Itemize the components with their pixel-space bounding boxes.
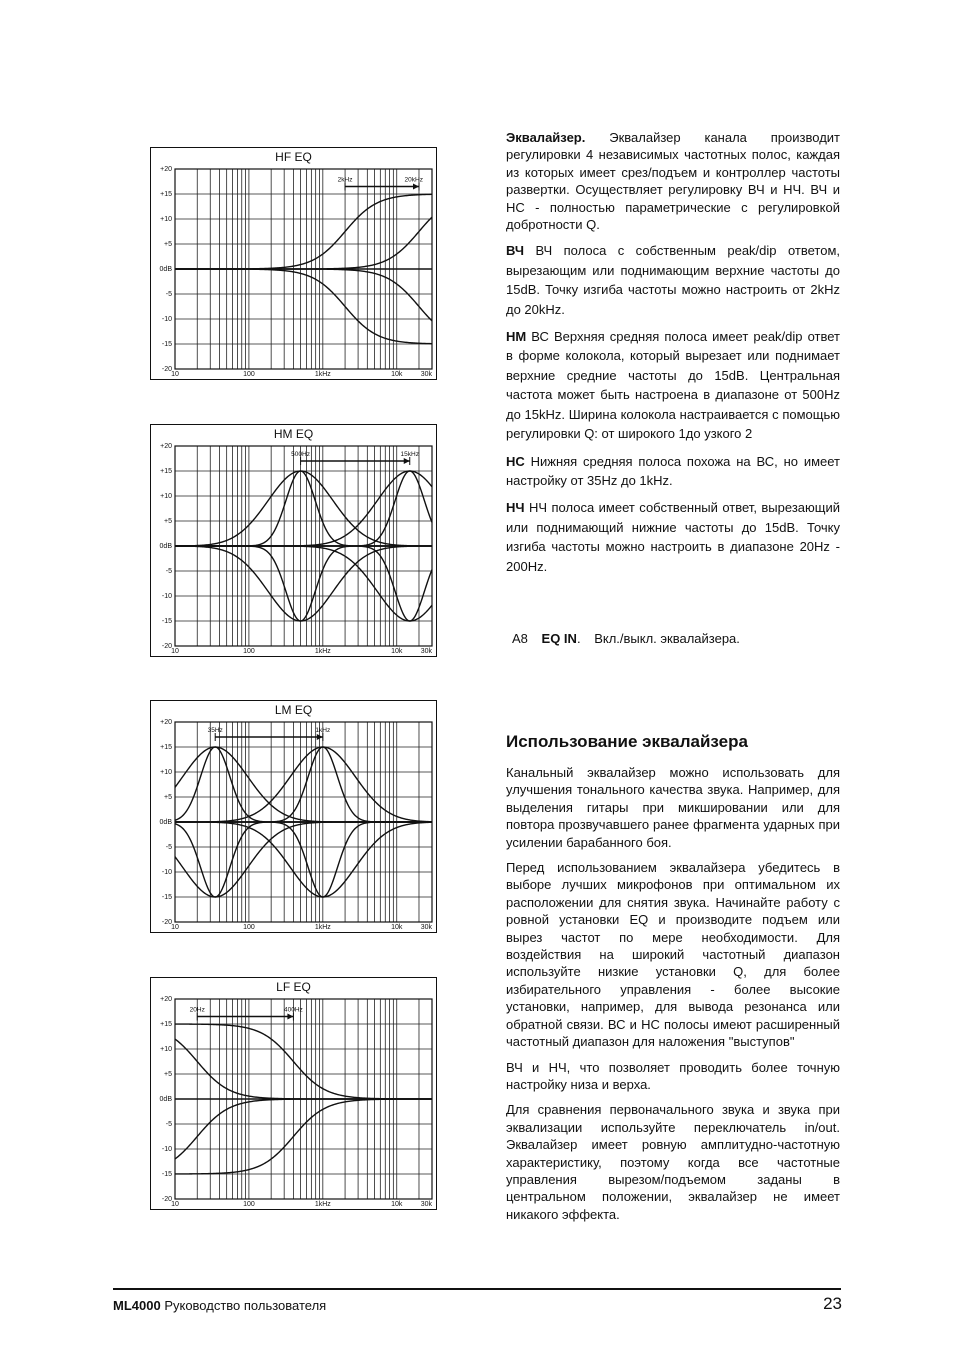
frequency-annotation: 35Hz — [207, 727, 223, 734]
x-tick-label: 100 — [243, 648, 255, 655]
x-tick-label: 10k — [391, 924, 403, 931]
section-paragraph: Перед использованием эквалайзера убедитесь в выборе лучших микрофонов при оптимальном их расположении для снятия звука. Начинайте работу с ровной установки EQ и производите подъем или вырез частот по мере необходимости. Для воздействия на широкий частотный диапазон используйте низкие установки Q, для более избирательного управления - более высокие установки, например, для вывода резонанса или обратной связи. ВС и НС полосы имеют расширенный частотный диапазон для наложения "выступов" — [506, 860, 840, 1050]
y-tick-label: +20 — [160, 443, 172, 450]
y-tick-label: +15 — [160, 1021, 172, 1028]
y-tick-label: +15 — [160, 191, 172, 198]
footer-title — [113, 1298, 326, 1313]
eq-in-code: A8 — [512, 631, 528, 646]
chart-title: HF EQ — [275, 150, 312, 164]
y-tick-label: -20 — [161, 919, 172, 926]
y-tick-label: -5 — [165, 844, 172, 851]
y-tick-label: -10 — [161, 1146, 172, 1153]
x-tick-label: 10k — [391, 1201, 403, 1208]
x-tick-label: 1kHz — [314, 648, 331, 655]
frequency-annotation: 1kHz — [315, 727, 331, 734]
footer-rule — [113, 1288, 841, 1290]
x-tick-label: 10 — [171, 648, 179, 655]
chart-title: LF EQ — [276, 980, 311, 994]
lf-eq-plot — [151, 978, 438, 1211]
y-tick-label: -10 — [161, 316, 172, 323]
x-tick-label: 30k — [420, 1201, 432, 1208]
y-tick-label: +5 — [164, 518, 172, 525]
x-tick-label: 10k — [391, 648, 403, 655]
hf-eq-plot — [151, 148, 438, 381]
eq-in-desc: Вкл./выкл. эквалайзера. — [594, 631, 740, 646]
lm-eq-chart — [150, 700, 437, 933]
band-text: ВС Верхняя средняя полоса имеет peak/dip ответ в форме колокола, который вырезает или поднимает верхние средние частоты до 15dB. Центральная частота может быть настроена в диапазоне от 500Hz до 15kHz. Ширина колокола настраивается с помощью регулировки Q: от широкого 1до узкого 2 — [506, 329, 840, 442]
y-tick-label: -20 — [161, 366, 172, 373]
x-tick-label: 100 — [243, 924, 255, 931]
section-paragraph: Для сравнения первоначального звука и звука при эквализации используйте переключатель in/out. Эквалайзер имеет ровную амплитудно-частотную характеристику, поэтому когда все частотные управления вырезом/подъемом заданы в центральном положении, эквалайзер не имеет никакого эффекта. — [506, 1102, 840, 1222]
band-lm — [506, 452, 840, 491]
section-paragraph: ВЧ и НЧ, что позволяет проводить более точную настройку низа и верха. — [506, 1059, 840, 1092]
y-tick-label: +10 — [160, 216, 172, 223]
y-tick-label: 0dB — [159, 543, 172, 550]
y-tick-label: +15 — [160, 468, 172, 475]
eq-in-sep: . — [576, 631, 581, 646]
y-tick-label: +20 — [160, 166, 172, 173]
range-arrow-head — [413, 184, 419, 190]
band-text: Нижняя средняя полоса похожа на ВС, но имеет настройку от 35Hz до 1kHz. — [506, 453, 840, 488]
y-tick-label: -20 — [161, 1196, 172, 1203]
eq-in-row — [512, 631, 750, 646]
band-label: ВЧ — [506, 243, 525, 259]
x-tick-label: 1kHz — [314, 371, 331, 378]
y-tick-label: -15 — [161, 894, 172, 901]
y-tick-label: -10 — [161, 869, 172, 876]
y-tick-label: -5 — [165, 291, 172, 298]
range-arrow-head — [404, 458, 410, 464]
intro-paragraph — [506, 129, 840, 233]
x-tick-label: 30k — [420, 648, 432, 655]
page-number: 23 — [823, 1294, 842, 1313]
y-tick-label: -20 — [161, 643, 172, 650]
y-tick-label: -15 — [161, 618, 172, 625]
band-label: НМ — [506, 329, 527, 345]
y-tick-label: 0dB — [159, 266, 172, 273]
eq-in-name: EQ IN — [541, 631, 577, 646]
x-tick-label: 1kHz — [314, 924, 331, 931]
y-tick-label: +10 — [160, 769, 172, 776]
lm-eq-plot — [151, 701, 438, 934]
x-tick-label: 1kHz — [314, 1201, 331, 1208]
hf-eq-chart — [150, 147, 437, 380]
y-tick-label: 0dB — [159, 1096, 172, 1103]
y-tick-label: -5 — [165, 1121, 172, 1128]
chart-title: HM EQ — [273, 427, 314, 441]
y-tick-label: -15 — [161, 1171, 172, 1178]
x-tick-label: 30k — [420, 371, 432, 378]
intro-lead: Эквалайзер. — [506, 130, 586, 145]
y-tick-label: -5 — [165, 568, 172, 575]
x-tick-label: 10k — [391, 371, 403, 378]
chart-title: LM EQ — [274, 703, 313, 717]
y-tick-label: +5 — [164, 1071, 172, 1078]
x-tick-label: 10 — [171, 371, 179, 378]
y-tick-label: 0dB — [159, 819, 172, 826]
range-arrow-head — [287, 1014, 293, 1020]
y-tick-label: +10 — [160, 1046, 172, 1053]
band-label: НС — [506, 453, 525, 469]
y-tick-label: -15 — [161, 341, 172, 348]
band-hm — [506, 327, 840, 443]
x-tick-label: 30k — [420, 924, 432, 931]
intro-text: Эквалайзер канала производит регулировки 4 независимых частотных полос, каждая из которых имеет срез/подъем и контроллер частоты развертки. Осуществляет регулировку ВЧ и НЧ. ВЧ и НС - полностью параметрические с регулировкой добротности Q. — [506, 130, 840, 233]
frequency-annotation: 400Hz — [284, 1006, 303, 1014]
y-tick-label: +20 — [160, 996, 172, 1003]
x-tick-label: 10 — [171, 1201, 179, 1208]
band-text: НЧ полоса имеет собственный ответ, вырезающий или поднимающий нижние частоты до 15dB. Точку изгиба частоты можно настроить в диапазоне 20Hz - 200Hz. — [506, 500, 840, 574]
y-tick-label: +20 — [160, 719, 172, 726]
band-text: ВЧ полоса с собственным peak/dip ответом, вырезающим или поднимающим верхние частоты до 15dB. Точку изгиба частоты можно настроить от 2kHz до 20kHz. — [506, 243, 840, 317]
footer-manual: Руководство пользователя — [160, 1298, 327, 1313]
frequency-annotation: 500Hz — [291, 451, 310, 458]
y-tick-label: +5 — [164, 794, 172, 801]
hm-eq-plot — [151, 425, 438, 658]
y-tick-label: +10 — [160, 493, 172, 500]
band-hf — [506, 241, 840, 319]
frequency-annotation: 15kHz — [400, 451, 419, 458]
section-title: Использование эквалайзера — [506, 732, 748, 751]
x-tick-label: 10 — [171, 924, 179, 931]
hm-eq-chart — [150, 424, 437, 657]
frequency-annotation: 20Hz — [189, 1006, 205, 1014]
y-tick-label: -10 — [161, 593, 172, 600]
footer-model: ML4000 — [113, 1298, 161, 1313]
x-tick-label: 100 — [243, 371, 255, 378]
section-paragraph: Канальный эквалайзер можно использовать для улучшения тонального качества звука. Например, для выделения гитары при микшировании или для повтора прозвучавшего ранее фрагмента ударных при усилении барабанного боя. — [506, 765, 840, 850]
band-label: НЧ — [506, 500, 525, 516]
section-body — [506, 764, 840, 1231]
eq-description — [506, 129, 840, 584]
lf-eq-chart — [150, 977, 437, 1210]
y-tick-label: +15 — [160, 744, 172, 751]
frequency-annotation: 20kHz — [404, 176, 423, 184]
band-lf — [506, 498, 840, 576]
x-tick-label: 100 — [243, 1201, 255, 1208]
frequency-annotation: 2kHz — [337, 176, 353, 184]
y-tick-label: +5 — [164, 241, 172, 248]
